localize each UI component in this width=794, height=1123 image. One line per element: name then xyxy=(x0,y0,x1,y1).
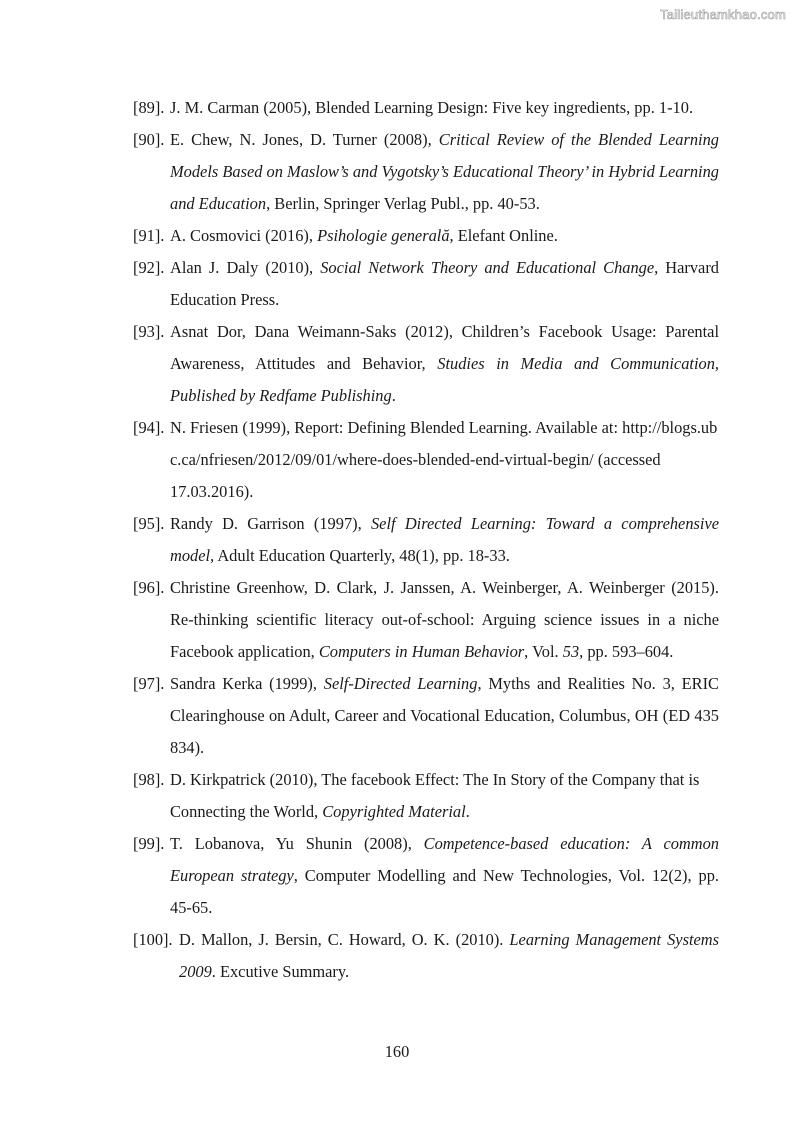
reference-title: Copyrighted Material xyxy=(322,802,466,821)
reference-item xyxy=(133,572,719,668)
reference-number: [93]. xyxy=(133,322,165,341)
reference-text: , Berlin, Springer Verlag Publ., pp. 40-53. xyxy=(266,194,540,213)
reference-volume: 53 xyxy=(562,642,580,661)
reference-title: Critical Review of the Blended Learning Models Based on Maslow’s and Vygotsky’s Educational Theory’ in Hybrid Learning and Education xyxy=(170,130,719,213)
reference-number: [99]. xyxy=(133,834,165,853)
reference-title: Computers in Human Behavior xyxy=(318,642,525,661)
reference-title: Learning Management Systems 2009 xyxy=(179,930,720,981)
reference-text: , Elefant Online. xyxy=(449,226,558,245)
reference-item xyxy=(133,316,719,412)
reference-title: Self-Directed Learning xyxy=(323,674,478,693)
reference-text: Christine Greenhow, D. Clark, J. Janssen, A. Weinberger, A. Weinberger (2015). Re-thinking scientific literacy out-of-school: Arguing science issues in a niche Facebook application, xyxy=(170,578,719,661)
reference-item xyxy=(133,924,719,988)
reference-number: [94]. xyxy=(133,418,165,437)
reference-url-link[interactable]: http://blogs.ubc.ca/nfriesen/2012/09/01/where-does-blended-end-virtual-begin/ xyxy=(170,418,718,469)
reference-number: [91]. xyxy=(133,226,165,245)
reference-text: J. M. Carman (2005), Blended Learning Design: Five key ingredients, pp. 1-10. xyxy=(170,98,694,117)
page-number: 160 xyxy=(384,1042,410,1061)
reference-text: , Myths and Realities No. 3, ERIC Clearinghouse on Adult, Career and Vocational Education, Columbus, OH (ED 435 834). xyxy=(170,674,719,757)
reference-item xyxy=(133,412,719,508)
reference-item xyxy=(133,668,719,764)
reference-title: Competence-based education: A common European strategy xyxy=(170,834,719,885)
reference-title: Self Directed Learning: Toward a comprehensive model, xyxy=(170,514,719,565)
reference-text: Randy D. Garrison (1997), xyxy=(170,514,371,533)
reference-text: D. Mallon, J. Bersin, C. Howard, O. K. (2010). xyxy=(179,930,510,949)
reference-item xyxy=(133,124,719,220)
reference-text: Alan J. Daly (2010), xyxy=(170,258,321,277)
reference-item xyxy=(133,764,719,828)
reference-title: Psihologie generală xyxy=(317,226,450,245)
reference-number: [92]. xyxy=(133,258,165,277)
reference-text: Sandra Kerka (1999), xyxy=(170,674,324,693)
reference-number: [98]. xyxy=(133,770,165,789)
reference-text: T. Lobanova, Yu Shunin (2008), xyxy=(170,834,424,853)
reference-list xyxy=(133,92,719,988)
reference-number: [100]. xyxy=(133,930,173,949)
reference-item xyxy=(133,220,719,252)
reference-text: Asnat Dor, Dana Weimann-Saks (2012), Children’s Facebook Usage: Parental Awareness, Attitudes and Behavior, xyxy=(170,322,719,373)
reference-text: , Computer Modelling and New Technologies, Vol. 12(2), pp. 45-65. xyxy=(170,866,719,917)
reference-text: . xyxy=(465,802,470,821)
reference-text: N. Friesen (1999), Report: Defining Blended Learning. Available at: xyxy=(170,418,623,437)
reference-text: Adult Education Quarterly, 48(1), pp. 18-33. xyxy=(214,546,510,565)
reference-number: [89]. xyxy=(133,98,165,117)
reference-title: Social Network Theory and Educational Change xyxy=(320,258,655,277)
reference-text: , Harvard Education Press. xyxy=(170,258,719,309)
reference-item xyxy=(133,92,719,124)
reference-item xyxy=(133,508,719,572)
reference-text: A. Cosmovici (2016), xyxy=(170,226,318,245)
watermark-text: Tailieuthamkhao.com xyxy=(660,7,786,22)
reference-item xyxy=(133,252,719,316)
reference-item xyxy=(133,828,719,924)
reference-number: [95]. xyxy=(133,514,165,533)
reference-text: (accessed 17.03.2016). xyxy=(170,450,661,501)
reference-text: , Vol. xyxy=(524,642,563,661)
reference-text: , pp. 593–604. xyxy=(579,642,674,661)
reference-text: . Excutive Summary. xyxy=(211,962,350,981)
reference-text: D. Kirkpatrick (2010), The facebook Effect: The In Story of the Company that is Connecting the World, xyxy=(170,770,700,821)
reference-text: . xyxy=(391,386,396,405)
reference-number: [90]. xyxy=(133,130,165,149)
reference-number: [97]. xyxy=(133,674,165,693)
reference-text: E. Chew, N. Jones, D. Turner (2008), xyxy=(170,130,439,149)
reference-title: Studies in Media and Communication, Published by Redfame Publishing xyxy=(170,354,719,405)
reference-number: [96]. xyxy=(133,578,165,597)
